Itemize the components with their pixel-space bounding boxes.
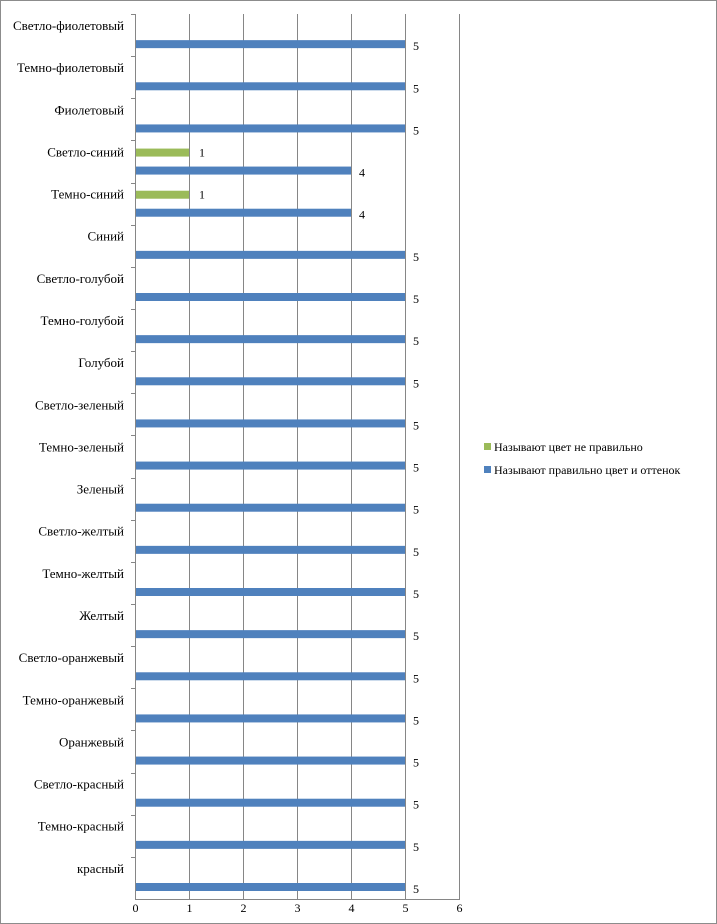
bar-correct (136, 672, 405, 680)
data-label: 5 (413, 418, 419, 433)
category-label: Светло-голубой (36, 270, 124, 286)
category-label: Зеленый (76, 481, 124, 497)
data-label: 5 (413, 587, 419, 601)
category-label: Светло-желтый (38, 523, 124, 539)
data-label: 5 (413, 39, 419, 54)
bar-correct (136, 82, 405, 90)
data-label: 5 (413, 460, 419, 475)
bar-correct (136, 504, 405, 512)
category-label: Светло-фиолетовый (13, 18, 124, 33)
legend-swatch (484, 443, 491, 450)
category-label: Оранжевый (58, 734, 124, 750)
data-label: 5 (413, 249, 419, 264)
x-tick-label: 1 (186, 901, 193, 915)
x-tick-label: 5 (402, 901, 409, 915)
x-tick-label: 4 (348, 901, 355, 915)
data-label: 5 (413, 544, 419, 559)
bar-correct (136, 251, 405, 259)
data-label: 4 (359, 207, 365, 222)
bar-correct (136, 799, 405, 807)
legend-label: Называют правильно цвет и оттенок (494, 463, 681, 477)
bar-correct (136, 167, 351, 175)
bar-correct (136, 714, 405, 722)
bar-correct (136, 377, 405, 385)
x-tick-label: 2 (240, 901, 247, 915)
x-tick-label: 6 (456, 901, 463, 915)
gridlines (190, 14, 460, 899)
category-label: Темно-оранжевый (22, 692, 124, 708)
x-tick-label: 0 (132, 901, 139, 915)
bar-correct (136, 757, 405, 765)
category-label: Голубой (78, 355, 124, 371)
bar-correct (136, 419, 405, 427)
category-label: Темно-желтый (42, 565, 124, 581)
category-label: Светло-красный (33, 776, 124, 792)
axes (131, 14, 460, 900)
data-label: 5 (413, 629, 419, 644)
data-label: 1 (199, 145, 205, 160)
category-label: красный (76, 860, 124, 876)
data-label: 5 (413, 882, 419, 896)
bar-incorrect (136, 191, 189, 199)
category-label: Темно-красный (37, 818, 124, 834)
category-label: Темно-зеленый (38, 439, 124, 455)
bar-correct (136, 293, 405, 301)
data-label: 5 (413, 81, 419, 96)
bar-correct (136, 883, 405, 891)
data-label: 4 (359, 165, 365, 180)
bar-correct (136, 209, 351, 217)
category-label: Темно-фиолетовый (16, 60, 124, 76)
bar-correct (136, 40, 405, 48)
data-label: 5 (413, 376, 419, 391)
category-label: Темно-голубой (40, 313, 124, 328)
data-label: 5 (413, 123, 419, 138)
bar-correct (136, 124, 405, 132)
data-label: 5 (413, 755, 419, 770)
category-label: Желтый (79, 608, 124, 623)
category-label: Темно-синий (51, 186, 124, 202)
bar-incorrect (136, 149, 189, 157)
category-label: Фиолетовый (54, 102, 124, 118)
category-label: Синий (87, 228, 124, 244)
data-label: 5 (413, 797, 419, 812)
bar-correct (136, 462, 405, 470)
data-label: 1 (199, 187, 205, 202)
data-label: 5 (413, 713, 419, 728)
legend-swatch (484, 466, 491, 473)
data-label: 5 (413, 839, 419, 854)
category-label: Светло-оранжевый (18, 650, 124, 666)
category-label: Светло-зеленый (35, 397, 124, 413)
bar-correct (136, 546, 405, 554)
data-label: 5 (413, 671, 419, 686)
bar-correct (136, 588, 405, 596)
data-label: 5 (413, 292, 419, 306)
category-label: Светло-синий (47, 144, 124, 160)
x-tick-label: 3 (294, 901, 301, 915)
data-label: 5 (413, 334, 419, 349)
bar-correct (136, 630, 405, 638)
bar-correct (136, 841, 405, 849)
bar-correct (136, 335, 405, 343)
data-label: 5 (413, 502, 419, 517)
legend-label: Называют цвет не правильно (494, 440, 643, 454)
legend (484, 440, 680, 477)
